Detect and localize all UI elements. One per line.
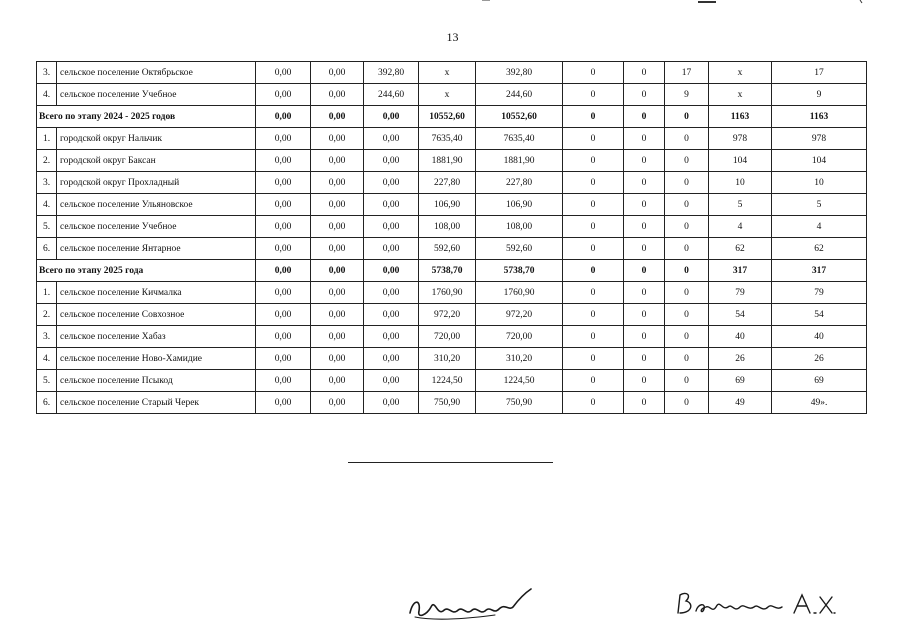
value-cell: 0 xyxy=(563,150,624,172)
table-row xyxy=(37,348,867,370)
value-cell: 978 xyxy=(772,128,867,150)
value-cell: 49». xyxy=(772,392,867,414)
municipality-name: сельское поселение Ульяновское xyxy=(57,194,256,216)
value-cell: 1163 xyxy=(709,106,772,128)
value-cell: 0 xyxy=(665,194,709,216)
value-cell: 9 xyxy=(772,84,867,106)
value-cell: 0,00 xyxy=(256,194,311,216)
page-number: 13 xyxy=(446,30,459,44)
value-cell: 0 xyxy=(563,172,624,194)
value-cell: 310,20 xyxy=(476,348,563,370)
value-cell: 0,00 xyxy=(256,238,311,260)
value-cell: 0 xyxy=(624,216,665,238)
value-cell: 310,20 xyxy=(419,348,476,370)
value-cell: 0 xyxy=(665,304,709,326)
value-cell: 0 xyxy=(563,106,624,128)
value-cell: 0 xyxy=(563,282,624,304)
municipality-name: сельское поселение Учебное xyxy=(57,216,256,238)
value-cell: 0 xyxy=(665,326,709,348)
row-number: 6. xyxy=(37,392,57,414)
value-cell: 26 xyxy=(709,348,772,370)
value-cell: 17 xyxy=(772,62,867,84)
value-cell: 0,00 xyxy=(364,392,419,414)
municipality-name: сельское поселение Ново-Хамидие xyxy=(57,348,256,370)
value-cell: 9 xyxy=(665,84,709,106)
value-cell: 0 xyxy=(563,238,624,260)
value-cell: 592,60 xyxy=(419,238,476,260)
value-cell: х xyxy=(419,62,476,84)
value-cell: 104 xyxy=(709,150,772,172)
value-cell: 106,90 xyxy=(476,194,563,216)
value-cell: 750,90 xyxy=(476,392,563,414)
value-cell: 0,00 xyxy=(364,304,419,326)
total-label: Всего по этапу 2024 - 2025 годов xyxy=(37,106,256,128)
signature-right xyxy=(672,585,837,625)
value-cell: 0 xyxy=(624,62,665,84)
municipality-name: сельское поселение Хабаз xyxy=(57,326,256,348)
row-number: 3. xyxy=(37,326,57,348)
value-cell: 0,00 xyxy=(364,150,419,172)
value-cell: 0,00 xyxy=(256,370,311,392)
value-cell: 972,20 xyxy=(419,304,476,326)
value-cell: 26 xyxy=(772,348,867,370)
value-cell: 592,60 xyxy=(476,238,563,260)
value-cell: 0 xyxy=(563,370,624,392)
value-cell: 0,00 xyxy=(311,216,364,238)
value-cell: 5 xyxy=(709,194,772,216)
value-cell: 0 xyxy=(624,282,665,304)
value-cell: 0 xyxy=(624,326,665,348)
value-cell: 317 xyxy=(709,260,772,282)
value-cell: 5 xyxy=(772,194,867,216)
value-cell: 5738,70 xyxy=(419,260,476,282)
value-cell: 972,20 xyxy=(476,304,563,326)
value-cell: 0,00 xyxy=(311,260,364,282)
value-cell: 0,00 xyxy=(364,216,419,238)
value-cell: 0 xyxy=(563,304,624,326)
value-cell: 0,00 xyxy=(256,392,311,414)
table-row xyxy=(37,216,867,238)
row-number: 5. xyxy=(37,216,57,238)
value-cell: 0 xyxy=(665,238,709,260)
value-cell: 1224,50 xyxy=(419,370,476,392)
value-cell: 108,00 xyxy=(476,216,563,238)
municipality-name: сельское поселение Старый Черек xyxy=(57,392,256,414)
municipality-name: сельское поселение Учебное xyxy=(57,84,256,106)
total-row xyxy=(37,260,867,282)
value-cell: 0,00 xyxy=(311,128,364,150)
value-cell: 720,00 xyxy=(476,326,563,348)
table-row xyxy=(37,392,867,414)
municipality-name: городской округ Прохладный xyxy=(57,172,256,194)
value-cell: 0 xyxy=(665,216,709,238)
table-body xyxy=(37,62,867,414)
row-number: 4. xyxy=(37,84,57,106)
value-cell: 104 xyxy=(772,150,867,172)
value-cell: 244,60 xyxy=(476,84,563,106)
value-cell: 54 xyxy=(772,304,867,326)
value-cell: 7635,40 xyxy=(419,128,476,150)
value-cell: 0,00 xyxy=(256,172,311,194)
row-number: 2. xyxy=(37,304,57,326)
value-cell: 0,00 xyxy=(311,150,364,172)
value-cell: 0 xyxy=(563,62,624,84)
value-cell: 0,00 xyxy=(364,260,419,282)
value-cell: 0 xyxy=(665,106,709,128)
value-cell: 10552,60 xyxy=(476,106,563,128)
row-number: 1. xyxy=(37,128,57,150)
top-edge-marks xyxy=(0,0,905,6)
value-cell: 0,00 xyxy=(256,304,311,326)
value-cell: 69 xyxy=(709,370,772,392)
data-table xyxy=(36,61,867,414)
value-cell: 1224,50 xyxy=(476,370,563,392)
value-cell: 0 xyxy=(665,370,709,392)
table-row xyxy=(37,304,867,326)
value-cell: 0 xyxy=(624,370,665,392)
value-cell: 0,00 xyxy=(311,348,364,370)
row-number: 1. xyxy=(37,282,57,304)
value-cell: 392,80 xyxy=(364,62,419,84)
value-cell: 0 xyxy=(665,128,709,150)
municipality-name: сельское поселение Октябрьское xyxy=(57,62,256,84)
total-label: Всего по этапу 2025 года xyxy=(37,260,256,282)
value-cell: 0,00 xyxy=(364,194,419,216)
value-cell: 0 xyxy=(624,172,665,194)
value-cell: 0,00 xyxy=(311,304,364,326)
value-cell: 4 xyxy=(709,216,772,238)
value-cell: 0,00 xyxy=(256,260,311,282)
value-cell: 0 xyxy=(624,84,665,106)
value-cell: 10 xyxy=(772,172,867,194)
table-row xyxy=(37,194,867,216)
value-cell: 69 xyxy=(772,370,867,392)
value-cell: 0 xyxy=(624,260,665,282)
signature-left xyxy=(405,585,535,625)
row-number: 3. xyxy=(37,172,57,194)
value-cell: 0 xyxy=(624,128,665,150)
value-cell: 392,80 xyxy=(476,62,563,84)
value-cell: 4 xyxy=(772,216,867,238)
municipality-name: сельское поселение Совхозное xyxy=(57,304,256,326)
municipality-name: городской округ Баксан xyxy=(57,150,256,172)
table-row xyxy=(37,128,867,150)
value-cell: 0,00 xyxy=(364,172,419,194)
value-cell: 0 xyxy=(665,172,709,194)
value-cell: 0 xyxy=(624,106,665,128)
value-cell: 0 xyxy=(563,216,624,238)
value-cell: 1881,90 xyxy=(476,150,563,172)
value-cell: 0,00 xyxy=(311,194,364,216)
value-cell: 54 xyxy=(709,304,772,326)
table-row xyxy=(37,282,867,304)
value-cell: 0 xyxy=(624,392,665,414)
value-cell: 1760,90 xyxy=(476,282,563,304)
value-cell: 0 xyxy=(563,128,624,150)
value-cell: 0,00 xyxy=(364,326,419,348)
value-cell: 0 xyxy=(563,326,624,348)
value-cell: 0 xyxy=(624,238,665,260)
value-cell: 0 xyxy=(665,392,709,414)
value-cell: 0,00 xyxy=(256,106,311,128)
value-cell: 317 xyxy=(772,260,867,282)
table-row xyxy=(37,238,867,260)
value-cell: 5738,70 xyxy=(476,260,563,282)
value-cell: 106,90 xyxy=(419,194,476,216)
municipality-name: сельское поселение Янтарное xyxy=(57,238,256,260)
value-cell: 0,00 xyxy=(364,370,419,392)
value-cell: 7635,40 xyxy=(476,128,563,150)
value-cell: 720,00 xyxy=(419,326,476,348)
table-row xyxy=(37,62,867,84)
value-cell: 108,00 xyxy=(419,216,476,238)
value-cell: 0,00 xyxy=(311,370,364,392)
row-number: 6. xyxy=(37,238,57,260)
value-cell: 17 xyxy=(665,62,709,84)
value-cell: 79 xyxy=(709,282,772,304)
municipality-name: сельское поселение Кичмалка xyxy=(57,282,256,304)
value-cell: 0 xyxy=(563,392,624,414)
row-number: 5. xyxy=(37,370,57,392)
value-cell: 40 xyxy=(709,326,772,348)
value-cell: 0,00 xyxy=(364,128,419,150)
value-cell: 1881,90 xyxy=(419,150,476,172)
value-cell: 79 xyxy=(772,282,867,304)
value-cell: х xyxy=(709,62,772,84)
value-cell: 227,80 xyxy=(476,172,563,194)
value-cell: 0 xyxy=(665,150,709,172)
value-cell: 0,00 xyxy=(364,282,419,304)
value-cell: 0 xyxy=(624,150,665,172)
table-row xyxy=(37,84,867,106)
row-number: 4. xyxy=(37,348,57,370)
value-cell: 10552,60 xyxy=(419,106,476,128)
value-cell: 0,00 xyxy=(256,348,311,370)
municipality-name: сельское поселение Псыкод xyxy=(57,370,256,392)
municipality-name: городской округ Нальчик xyxy=(57,128,256,150)
value-cell: 0 xyxy=(624,348,665,370)
value-cell: 0,00 xyxy=(364,238,419,260)
value-cell: 0,00 xyxy=(256,326,311,348)
value-cell: 0 xyxy=(624,304,665,326)
value-cell: 0,00 xyxy=(364,106,419,128)
table-row xyxy=(37,172,867,194)
value-cell: 0,00 xyxy=(256,282,311,304)
value-cell: 0 xyxy=(563,194,624,216)
value-cell: 49 xyxy=(709,392,772,414)
row-number: 4. xyxy=(37,194,57,216)
table-row xyxy=(37,150,867,172)
value-cell: 978 xyxy=(709,128,772,150)
total-row xyxy=(37,106,867,128)
value-cell: х xyxy=(419,84,476,106)
row-number: 3. xyxy=(37,62,57,84)
value-cell: 0 xyxy=(563,84,624,106)
value-cell: 0,00 xyxy=(256,150,311,172)
value-cell: 0,00 xyxy=(364,348,419,370)
value-cell: 62 xyxy=(772,238,867,260)
value-cell: 10 xyxy=(709,172,772,194)
value-cell: 0,00 xyxy=(311,392,364,414)
value-cell: 0,00 xyxy=(311,238,364,260)
value-cell: 0,00 xyxy=(311,282,364,304)
value-cell: 750,90 xyxy=(419,392,476,414)
value-cell: 0 xyxy=(624,194,665,216)
value-cell: 0,00 xyxy=(311,172,364,194)
value-cell: 0 xyxy=(563,348,624,370)
value-cell: 0,00 xyxy=(311,326,364,348)
end-divider-line xyxy=(348,462,553,463)
value-cell: 0,00 xyxy=(256,84,311,106)
value-cell: 0,00 xyxy=(256,128,311,150)
value-cell: 62 xyxy=(709,238,772,260)
value-cell: х xyxy=(709,84,772,106)
value-cell: 0,00 xyxy=(256,62,311,84)
value-cell: 0,00 xyxy=(256,216,311,238)
value-cell: 40 xyxy=(772,326,867,348)
value-cell: 0 xyxy=(563,260,624,282)
value-cell: 0,00 xyxy=(311,84,364,106)
table-row xyxy=(37,326,867,348)
table-row xyxy=(37,370,867,392)
value-cell: 0,00 xyxy=(311,106,364,128)
value-cell: 244,60 xyxy=(364,84,419,106)
value-cell: 1163 xyxy=(772,106,867,128)
value-cell: 0 xyxy=(665,260,709,282)
value-cell: 0 xyxy=(665,282,709,304)
value-cell: 227,80 xyxy=(419,172,476,194)
row-number: 2. xyxy=(37,150,57,172)
value-cell: 1760,90 xyxy=(419,282,476,304)
value-cell: 0 xyxy=(665,348,709,370)
value-cell: 0,00 xyxy=(311,62,364,84)
